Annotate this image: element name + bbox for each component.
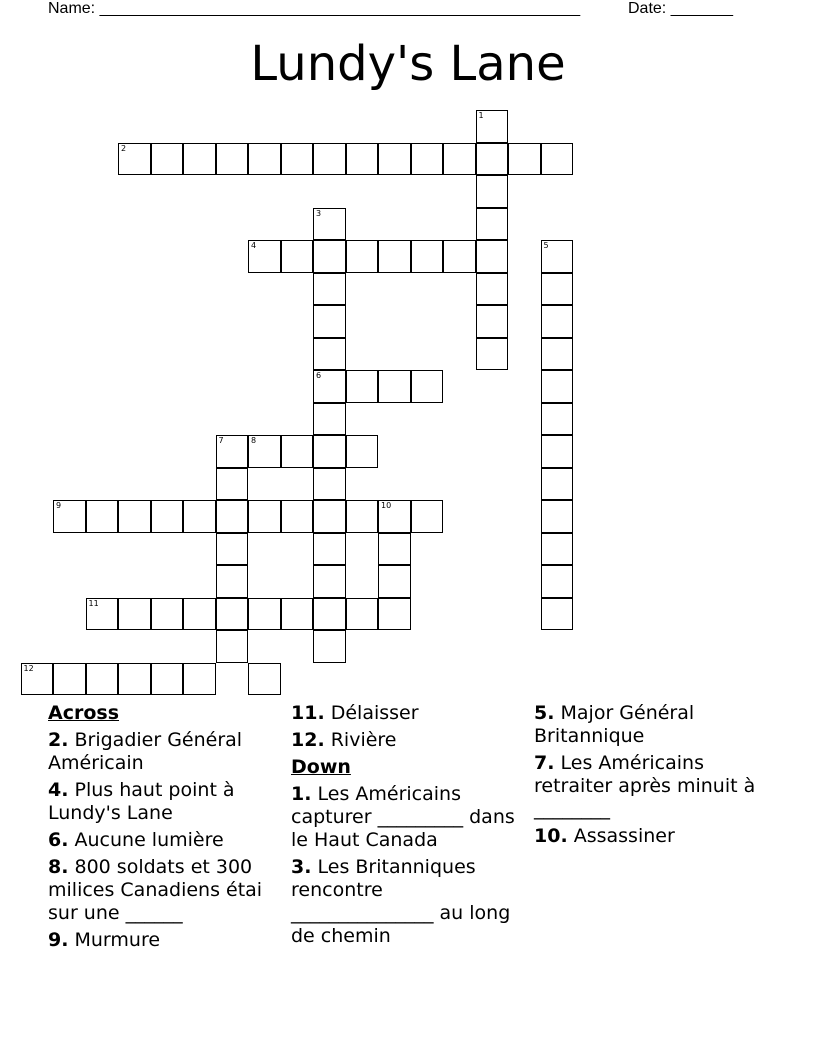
crossword-cell[interactable] [281, 598, 314, 631]
crossword-cell[interactable] [216, 468, 249, 501]
crossword-cell[interactable] [313, 598, 346, 631]
crossword-cell[interactable] [281, 435, 314, 468]
crossword-cell[interactable] [541, 500, 574, 533]
crossword-cell[interactable] [378, 240, 411, 273]
crossword-cell[interactable] [183, 663, 216, 696]
crossword-cell[interactable] [346, 240, 379, 273]
crossword-cell[interactable] [411, 143, 444, 176]
crossword-cell[interactable] [313, 370, 346, 403]
crossword-cell[interactable] [53, 663, 86, 696]
clues-column-2 [291, 702, 523, 952]
crossword-cell[interactable] [541, 565, 574, 598]
crossword-cell[interactable] [216, 565, 249, 598]
crossword-cell[interactable] [313, 240, 346, 273]
crossword-cell[interactable] [281, 240, 314, 273]
crossword-cell[interactable] [313, 565, 346, 598]
crossword-cell[interactable] [313, 338, 346, 371]
crossword-cell[interactable] [411, 500, 444, 533]
crossword-cell[interactable] [541, 468, 574, 501]
across-clue-11: 11. Délaisser [291, 702, 419, 724]
crossword-cell[interactable] [313, 533, 346, 566]
crossword-cell[interactable] [151, 500, 184, 533]
crossword-cell[interactable] [248, 500, 281, 533]
crossword-cell[interactable] [118, 598, 151, 631]
crossword-cell[interactable] [541, 598, 574, 631]
clue-number: 1 [478, 111, 484, 120]
across-clue-6: 6. Aucune lumière [48, 829, 224, 851]
crossword-cell[interactable] [216, 435, 249, 468]
down-heading: Down [291, 756, 351, 778]
crossword-cell[interactable] [476, 240, 509, 273]
crossword-cell[interactable] [216, 630, 249, 663]
crossword-cell[interactable] [346, 370, 379, 403]
crossword-cell[interactable] [476, 338, 509, 371]
crossword-cell[interactable] [86, 598, 119, 631]
crossword-cell[interactable] [508, 143, 541, 176]
crossword-cell[interactable] [541, 240, 574, 273]
date-field-label: Date: _______ [628, 0, 733, 17]
across-clue-4: 4. Plus haut point à Lundy's Lane [48, 779, 235, 824]
down-clue-1: 1. Les Américains capturer _________ dans le Haut Canada [291, 783, 515, 851]
across-clue-12: 12. Rivière [291, 729, 397, 751]
crossword-cell[interactable] [313, 435, 346, 468]
down-clue-10: 10. Assassiner [534, 825, 675, 847]
crossword-cell[interactable] [21, 663, 54, 696]
crossword-cell[interactable] [183, 598, 216, 631]
crossword-cell[interactable] [248, 240, 281, 273]
crossword-cell[interactable] [216, 533, 249, 566]
clue-number: 11 [88, 598, 99, 608]
crossword-cell[interactable] [541, 370, 574, 403]
clue-number: 4 [251, 241, 257, 250]
crossword-cell[interactable] [86, 663, 119, 696]
crossword-cell[interactable] [313, 208, 346, 241]
crossword-cell[interactable] [443, 143, 476, 176]
crossword-cell[interactable] [476, 273, 509, 306]
crossword-cell[interactable] [216, 500, 249, 533]
crossword-cell[interactable] [86, 500, 119, 533]
clue-number: 2 [121, 143, 127, 153]
down-clue-5: 5. Major Général Britannique [534, 702, 695, 747]
crossword-cell[interactable] [378, 500, 411, 533]
clues-column-3 [534, 702, 774, 852]
crossword-cell[interactable] [183, 143, 216, 176]
clue-number: 9 [56, 501, 62, 510]
crossword-cell[interactable] [476, 175, 509, 208]
crossword-cell[interactable] [378, 143, 411, 176]
across-clue-9: 9. Murmure [48, 929, 161, 951]
crossword-cell[interactable] [313, 143, 346, 176]
crossword-cell[interactable] [541, 273, 574, 306]
crossword-cell[interactable] [313, 630, 346, 663]
clue-number: 12 [23, 663, 34, 673]
crossword-cell[interactable] [248, 435, 281, 468]
crossword-cell[interactable] [541, 305, 574, 338]
across-clue-8: 8. 800 soldats et 300 milices Canadiens étai sur une ______ [48, 856, 263, 924]
crossword-cell[interactable] [248, 143, 281, 176]
crossword-cell[interactable] [541, 338, 574, 371]
crossword-cell[interactable] [216, 598, 249, 631]
crossword-cell[interactable] [151, 143, 184, 176]
crossword-cell[interactable] [541, 403, 574, 436]
crossword-cell[interactable] [151, 663, 184, 696]
down-clue-3: 3. Les Britanniques rencontre _______________ au long de chemin [291, 856, 511, 947]
puzzle-title: Lundy's Lane [250, 36, 566, 92]
across-heading: Across [48, 702, 120, 724]
clue-number: 10 [381, 501, 392, 510]
crossword-cell[interactable] [118, 663, 151, 696]
crossword-cell[interactable] [346, 143, 379, 176]
clue-number: 7 [218, 436, 224, 445]
crossword-cell[interactable] [151, 598, 184, 631]
crossword-cell[interactable] [476, 143, 509, 176]
clue-number: 5 [543, 241, 549, 250]
across-clue-2: 2. Brigadier Général Américain [48, 729, 243, 774]
crossword-cell[interactable] [118, 500, 151, 533]
crossword-cell[interactable] [118, 143, 151, 176]
crossword-cell[interactable] [281, 500, 314, 533]
crossword-cell[interactable] [476, 305, 509, 338]
crossword-cell[interactable] [378, 598, 411, 631]
crossword-cell[interactable] [346, 598, 379, 631]
name-field-label: Name: ______________________________________________________ [48, 0, 581, 17]
crossword-cell[interactable] [313, 468, 346, 501]
crossword-cell[interactable] [248, 598, 281, 631]
crossword-cell[interactable] [53, 500, 86, 533]
crossword-cell[interactable] [313, 305, 346, 338]
crossword-cell[interactable] [411, 370, 444, 403]
crossword-cell[interactable] [248, 663, 281, 696]
clue-number: 3 [316, 208, 322, 218]
crossword-cell[interactable] [378, 370, 411, 403]
clues-column-1 [48, 702, 284, 956]
crossword-cell[interactable] [346, 435, 379, 468]
crossword-cell[interactable] [541, 143, 574, 176]
crossword-cell[interactable] [313, 273, 346, 306]
crossword-cell[interactable] [216, 143, 249, 176]
crossword-cell[interactable] [443, 240, 476, 273]
clue-number: 8 [251, 436, 257, 445]
clue-number: 6 [316, 371, 322, 380]
crossword-cell[interactable] [476, 110, 509, 143]
down-clue-7: 7. Les Américains retraiter après minuit à ________ [534, 752, 756, 820]
crossword-cell[interactable] [378, 533, 411, 566]
crossword-cell[interactable] [411, 240, 444, 273]
crossword-cell[interactable] [541, 435, 574, 468]
crossword-cell[interactable] [476, 208, 509, 241]
crossword-cell[interactable] [313, 403, 346, 436]
crossword-cell[interactable] [346, 500, 379, 533]
crossword-cell[interactable] [183, 500, 216, 533]
crossword-cell[interactable] [541, 533, 574, 566]
crossword-cell[interactable] [313, 500, 346, 533]
crossword-cell[interactable] [378, 565, 411, 598]
crossword-cell[interactable] [281, 143, 314, 176]
